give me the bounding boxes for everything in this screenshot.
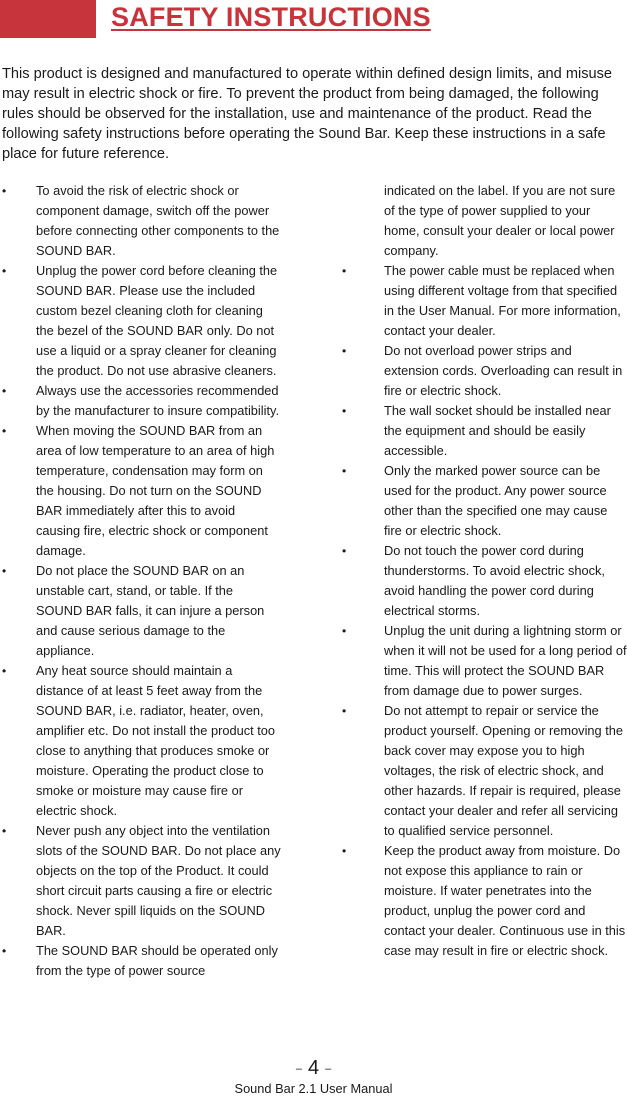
page-number-dash-right: – <box>325 1062 332 1075</box>
page-title: SAFETY INSTRUCTIONS <box>111 2 431 32</box>
safety-item: • The SOUND BAR should be operated only from the type of power source <box>2 941 282 981</box>
safety-item: • The wall socket should be installed near the equipment and should be easily accessible. <box>340 401 627 461</box>
safety-item: • To avoid the risk of electric shock or component damage, switch off the power before connecting other components to the SOUND BAR. <box>2 181 282 261</box>
safety-item: • When moving the SOUND BAR from an area of low temperature to an area of high temperature, condensation may form on the housing. Do not turn on the SOUND BAR immediately after this to avoid causing fire, electric shock or component damage. <box>2 421 282 561</box>
safety-list-right <box>340 181 627 961</box>
safety-item: • Do not attempt to repair or service the product yourself. Opening or removing the back cover may expose you to high voltages, the risk of electric shock, and other hazards. If repair is required, please contact your dealer and refer all servicing to qualified service personnel. <box>340 701 627 841</box>
page-number-value: 4 <box>307 1057 320 1079</box>
safety-item: • Unplug the power cord before cleaning the SOUND BAR. Please use the included custom bezel cleaning cloth for cleaning the bezel of the SOUND BAR only. Do not use a liquid or a spray cleaner for cleaning the product. Do not use abrasive cleaners. <box>2 261 282 381</box>
safety-item-continuation: indicated on the label. If you are not sure of the type of power supplied to your home, consult your dealer or local power company. <box>384 183 616 258</box>
safety-item: • Do not overload power strips and extension cords. Overloading can result in fire or electric shock. <box>340 341 627 401</box>
page-number <box>0 1057 627 1080</box>
safety-item: • Always use the accessories recommended by the manufacturer to insure compatibility. <box>2 381 282 421</box>
safety-list-left <box>2 181 282 981</box>
safety-item: • Any heat source should maintain a distance of at least 5 feet away from the SOUND BAR, i.e. radiator, heater, oven, amplifier etc. Do not install the product too close to anything that produces smoke or moisture. Operating the product close to smoke or moisture may cause fire or electric shock. <box>2 661 282 821</box>
page-number-dash-left: – <box>295 1062 302 1075</box>
safety-item: • The power cable must be replaced when using different voltage from that specified in the User Manual. For more information, contact your dealer. <box>340 261 627 341</box>
safety-item: • Do not touch the power cord during thunderstorms. To avoid electric shock, avoid handling the power cord during electrical storms. <box>340 541 627 621</box>
footer-manual-title: Sound Bar 2.1 User Manual <box>234 1081 393 1096</box>
intro-paragraph: This product is designed and manufactured to operate within defined design limits, and misuse may result in electric shock or fire. To prevent the product from being damaged, the following rules should be observed for the installation, use and maintenance of the product. Read the following safety instructions before operating the Sound Bar. Keep these instructions in a safe place for future reference. <box>2 66 613 162</box>
safety-item: • Do not place the SOUND BAR on an unstable cart, stand, or table. If the SOUND BAR falls, it can injure a person and cause serious damage to the appliance. <box>2 561 282 661</box>
safety-item: • Keep the product away from moisture. Do not expose this appliance to rain or moisture. If water penetrates into the product, unplug the power cord and contact your dealer. Continuous use in this case may result in fire or electric shock. <box>340 841 627 961</box>
safety-item: • Never push any object into the ventilation slots of the SOUND BAR. Do not place any objects on the top of the Product. It could short circuit parts causing a fire or electric shock. Never spill liquids on the SOUND BAR. <box>2 821 282 941</box>
safety-item: • Unplug the unit during a lightning storm or when it will not be used for a long period of time. This will protect the SOUND BAR from damage due to power surges. <box>340 621 627 701</box>
safety-item: • Only the marked power source can be used for the product. Any power source other than the specified one may cause fire or electric shock. <box>340 461 627 541</box>
title-color-block <box>0 0 96 38</box>
